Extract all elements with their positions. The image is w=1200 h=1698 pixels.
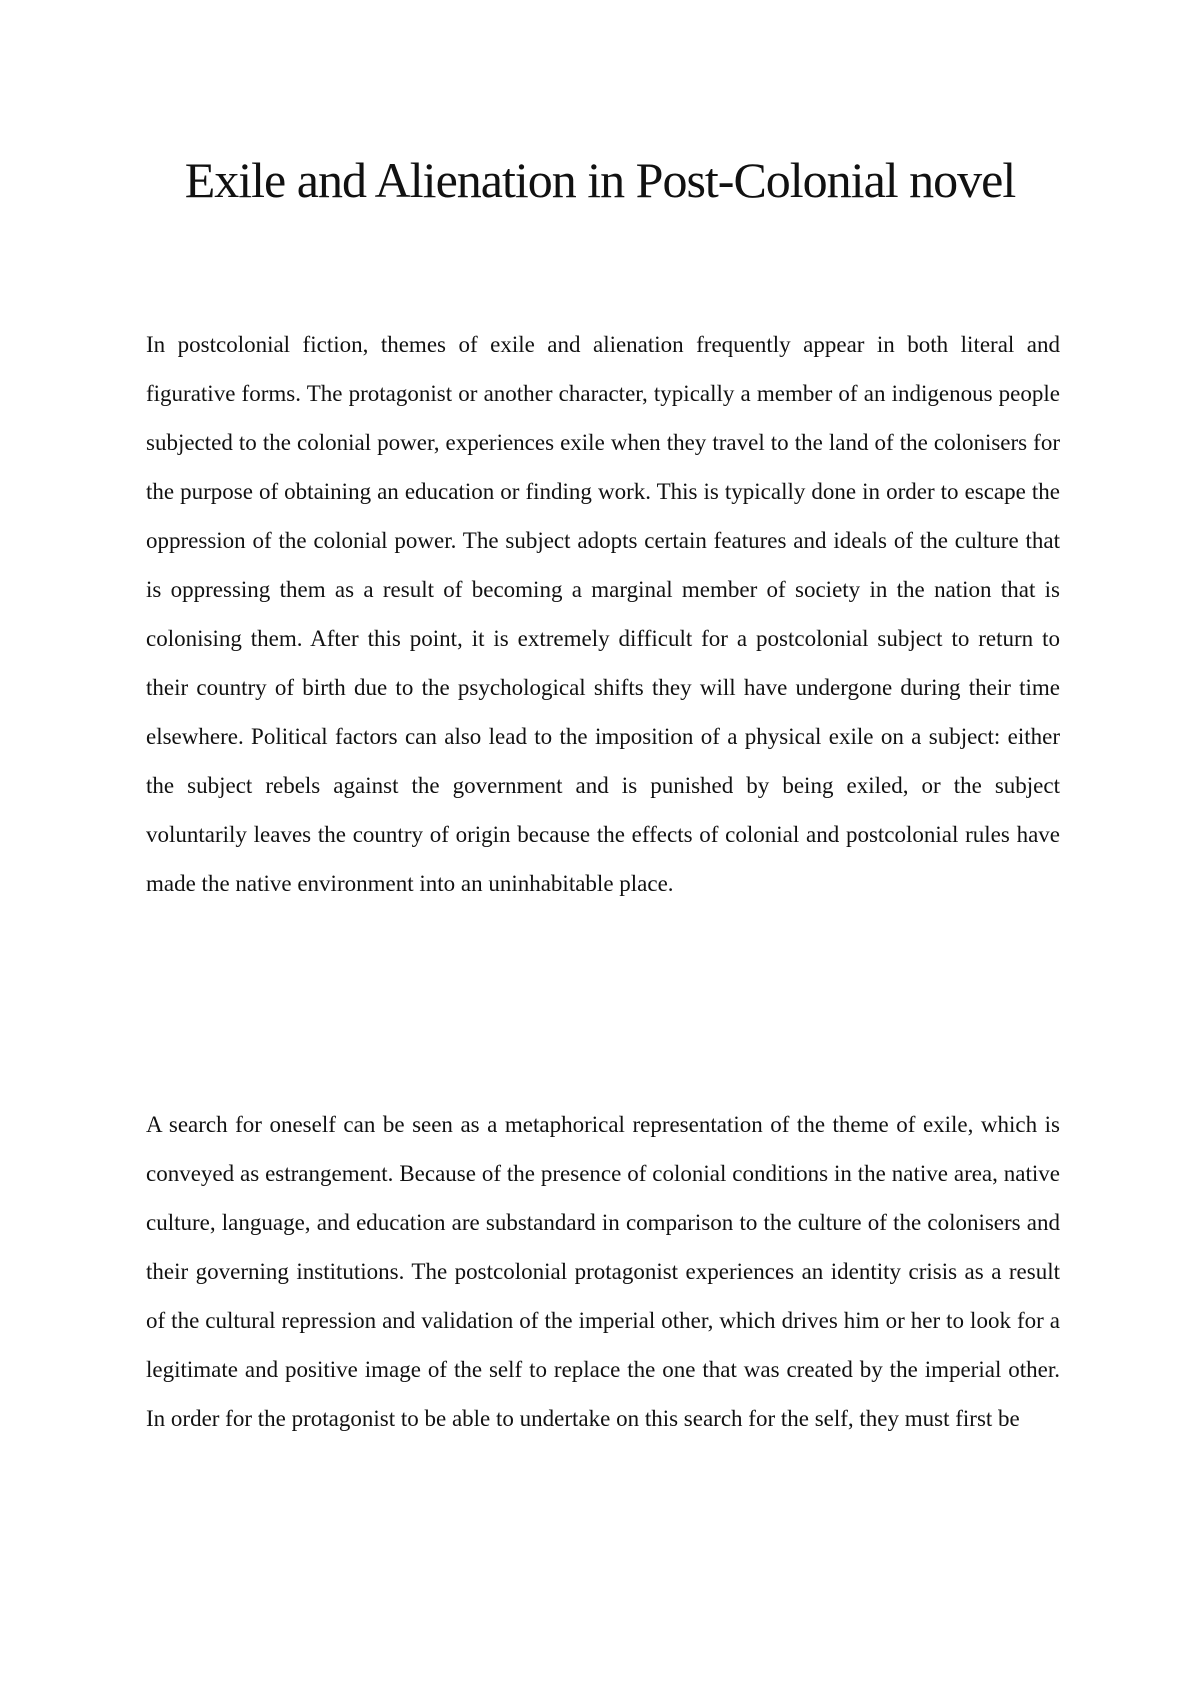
document-title: Exile and Alienation in Post-Colonial novel: [184, 152, 1016, 208]
paragraph-search-for-self: A search for oneself can be seen as a metaphorical representation of the theme of exile, which is conveyed as estrangement. Because of the presence of colonial conditions in the native area, native culture, language, and education are substandard in comparison to the culture of the colonisers and their governing institutions. The postcolonial protagonist experiences an identity crisis as a result of the cultural repression and validation of the imperial other, which drives him or her to look for a legitimate and positive image of the self to replace the one that was created by the imperial other. In order for the protagonist to be able to undertake on this search for the self, they must first be: [146, 1112, 1060, 1431]
paragraph-exile-themes: In postcolonial fiction, themes of exile and alienation frequently appear in both literal and figurative forms. The protagonist or another character, typically a member of an indigenous people subjected to the colonial power, experiences exile when they travel to the land of the colonisers for the purpose of obtaining an education or finding work. This is typically done in order to escape the oppression of the colonial power. The subject adopts certain features and ideals of the culture that is oppressing them as a result of becoming a marginal member of society in the nation that is colonising them. After this point, it is extremely difficult for a postcolonial subject to return to their country of birth due to the psychological shifts they will have undergone during their time elsewhere. Political factors can also lead to the imposition of a physical exile on a subject: either the subject rebels against the government and is punished by being exiled, or the subject voluntarily leaves the country of origin because the effects of colonial and postcolonial rules have made the native environment into an uninhabitable place.: [146, 332, 1060, 896]
